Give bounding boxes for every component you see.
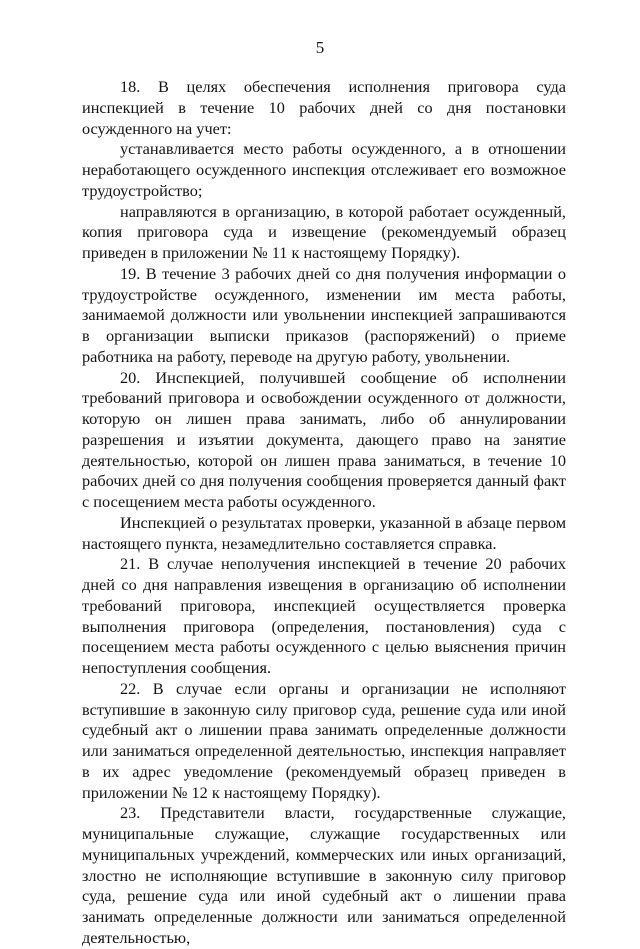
page-number: 5 — [315, 38, 325, 57]
paragraph-item-18-sub-1: устанавливается место работы осужденного, а в отношении неработающего осужденного инспекция отслеживает его возможное трудоустройство; — [82, 139, 566, 200]
paragraph-item-23: 23. Представители власти, государственные служащие, муниципальные служащие, служащие государственных или муниципальных учреждений, коммерческих или иных организаций, злостно не исполняющие вступившие в законную силу приговор суда, решение суда или иной судебный акт о лишении права занимать определенные должности или заниматься определенной деятельностью, — [82, 803, 566, 947]
paragraph-item-20: 20. Инспекцией, получившей сообщение об исполнении требований приговора и освобождении осужденного от должности, которую он лишен права занимать, либо об аннулировании разрешения и изъятии документа, дающего право на занятие деятельностью, которой он лишен права заниматься, в течение 10 рабочих дней со дня получения сообщения проверяется данный факт с посещением места работы осужденного. — [82, 367, 566, 511]
paragraph-item-18-sub-2: направляются в организацию, в которой работает осужденный, копия приговора суда и извещение (рекомендуемый образец приведен в приложении № 11 к настоящему Порядку). — [82, 201, 566, 262]
paragraph-item-21: 21. В случае неполучения инспекцией в течение 20 рабочих дней со дня направления извещения в организацию об исполнении требований приговора, инспекцией осуществляется проверка выполнения приговора (определения, постановления) суда с посещением места работы осужденного с целью выяснения причин непоступления сообщения. — [82, 554, 566, 677]
paragraph-item-19: 19. В течение 3 рабочих дней со дня получения информации о трудоустройстве осужденного, изменении им места работы, занимаемой должности или увольнении инспекцией запрашиваются в организации выписки приказов (распоряжений) о приеме работника на работу, переводе на другую работу, увольнении. — [82, 263, 566, 366]
paragraph-item-22: 22. В случае если органы и организации не исполняют вступившие в законную силу приговор суда, решение суда или иной судебный акт о лишении права занимать определенные должности или заниматься определенной деятельностью, инспекция направляет в их адрес уведомление (рекомендуемый образец приведен в приложении № 12 к настоящему Порядку). — [82, 678, 566, 802]
paragraph-item-20-sub: Инспекцией о результатах проверки, указанной в абзаце первом настоящего пункта, незамедлительно составляется справка. — [82, 512, 566, 553]
document-body — [82, 77, 566, 949]
paragraph-item-18: 18. В целях обеспечения исполнения приговора суда инспекцией в течение 10 рабочих дней со дня постановки осужденного на учет: — [82, 77, 566, 138]
